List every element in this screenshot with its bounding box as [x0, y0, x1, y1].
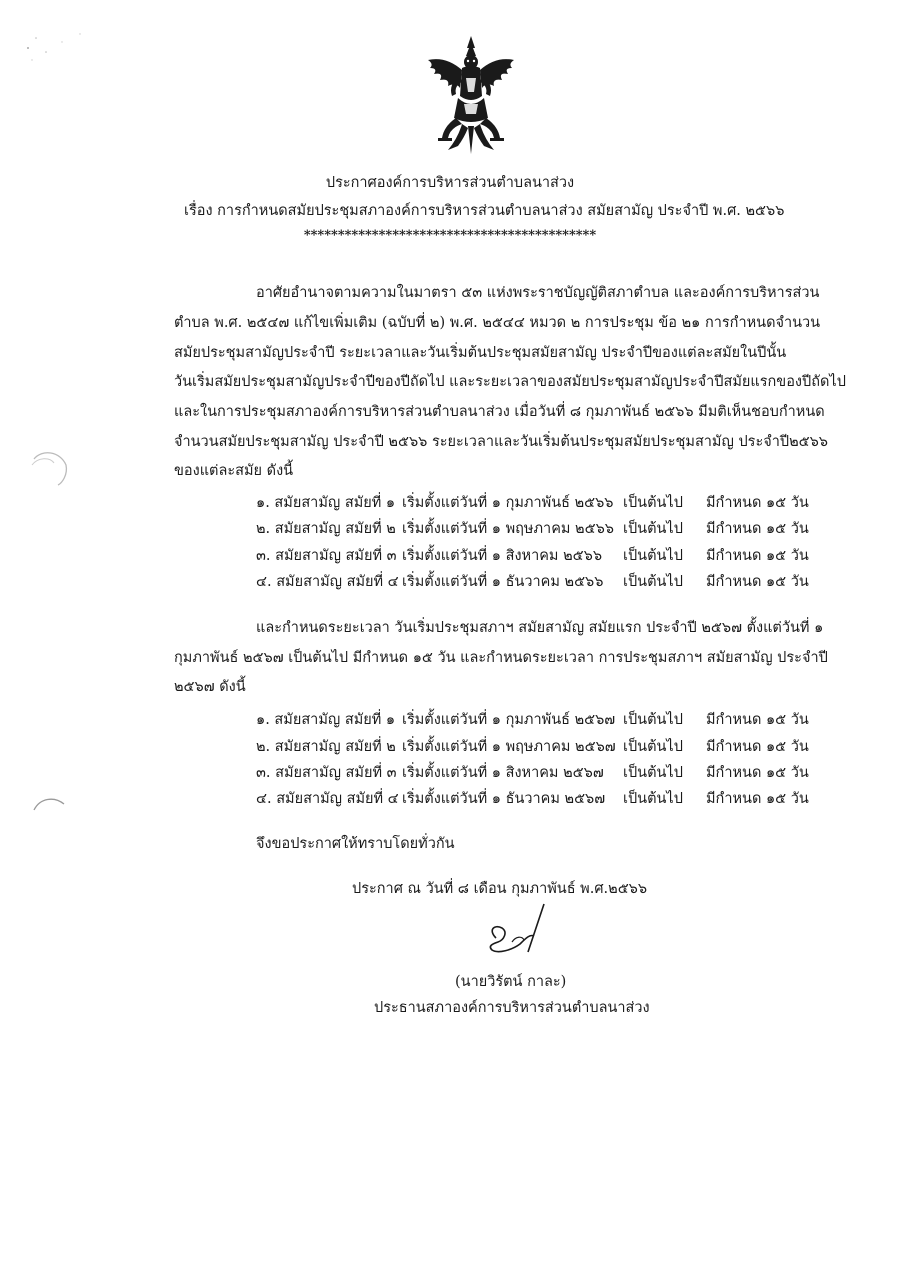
schedule1-row: [256, 546, 816, 566]
session-label: ๒. สมัยสามัญ สมัยที่ ๒: [256, 739, 396, 755]
para1-line-2: ตำบล พ.ศ. ๒๕๔๗ แก้ไขเพิ่มเติม (ฉบับที่ ๒) พ.ศ. ๒๕๔๔ หมวด ๒ การประชุม ข้อ ๒๑ การกำหนดจำนวน: [174, 315, 821, 331]
onward-text: เป็นต้นไป: [623, 521, 683, 537]
para2-line-3: ๒๕๖๗ ดังนี้: [174, 679, 246, 695]
start-date: เริ่มตั้งแต่วันที่ ๑ สิงหาคม ๒๕๖๖: [402, 548, 603, 564]
para1-line-7: ของแต่ละสมัย ดังนี้: [174, 463, 294, 479]
session-label: ๓. สมัยสามัญ สมัยที่ ๓: [256, 765, 397, 781]
para1-line-3: สมัยประชุมสามัญประจำปี ระยะเวลาและวันเริ่มต้นประชุมสมัยสามัญ ประจำปีของแต่ละสมัยในปีนั้น: [174, 345, 787, 361]
punch-hole-mark-bottom: [30, 790, 70, 820]
signatory-title: ประธานสภาองค์การบริหารส่วนตำบลนาส่วง: [374, 1000, 650, 1016]
duration: มีกำหนด ๑๕ วัน: [706, 791, 809, 807]
handwritten-signature: [482, 900, 552, 960]
schedule1-row: [256, 572, 816, 592]
onward-text: เป็นต้นไป: [623, 495, 683, 511]
schedule2-row: [256, 763, 816, 783]
start-date: เริ่มตั้งแต่วันที่ ๑ กุมภาพันธ์ ๒๕๖๗: [402, 712, 616, 728]
start-date: เริ่มตั้งแต่วันที่ ๑ ธันวาคม ๒๕๖๖: [402, 574, 604, 590]
onward-text: เป็นต้นไป: [623, 548, 683, 564]
schedule2-row: [256, 710, 816, 730]
schedule2-row: [256, 737, 816, 757]
schedule1-row: [256, 493, 816, 513]
schedule2-row: [256, 789, 816, 809]
session-label: ๑. สมัยสามัญ สมัยที่ ๑: [256, 712, 396, 728]
session-label: ๒. สมัยสามัญ สมัยที่ ๒: [256, 521, 396, 537]
para1-line-5: และในการประชุมสภาองค์การบริหารส่วนตำบลนาส่วง เมื่อวันที่ ๘ กุมภาพันธ์ ๒๕๖๖ มีมติเห็นชอบกำหนด: [174, 404, 825, 420]
onward-text: เป็นต้นไป: [623, 791, 683, 807]
garuda-emblem-icon: [418, 34, 524, 156]
para2-line-2: กุมภาพันธ์ ๒๕๖๗ เป็นต้นไป มีกำหนด ๑๕ วัน และกำหนดระยะเวลา การประชุมสภาฯ สมัยสามัญ ประจำปี: [174, 650, 828, 666]
start-date: เริ่มตั้งแต่วันที่ ๑ สิงหาคม ๒๕๖๗: [402, 765, 604, 781]
duration: มีกำหนด ๑๕ วัน: [706, 765, 809, 781]
scan-dust-mark: [22, 28, 92, 68]
announce-date: ประกาศ ณ วันที่ ๘ เดือน กุมภาพันธ์ พ.ศ.๒๕๖๖: [352, 881, 648, 897]
duration: มีกำหนด ๑๕ วัน: [706, 548, 809, 564]
duration: มีกำหนด ๑๕ วัน: [706, 712, 809, 728]
start-date: เริ่มตั้งแต่วันที่ ๑ พฤษภาคม ๒๕๖๗: [402, 739, 616, 755]
onward-text: เป็นต้นไป: [623, 712, 683, 728]
org-title: ประกาศองค์การบริหารส่วนตำบลนาส่วง: [325, 175, 575, 191]
para1-line-1: อาศัยอำนาจตามความในมาตรา ๕๓ แห่งพระราชบัญญัติสภาตำบล และองค์การบริหารส่วน: [256, 285, 820, 301]
onward-text: เป็นต้นไป: [623, 574, 683, 590]
onward-text: เป็นต้นไป: [623, 765, 683, 781]
duration: มีกำหนด ๑๕ วัน: [706, 495, 809, 511]
start-date: เริ่มตั้งแต่วันที่ ๑ กุมภาพันธ์ ๒๕๖๖: [402, 495, 614, 511]
punch-hole-mark-top: [28, 445, 73, 490]
duration: มีกำหนด ๑๕ วัน: [706, 574, 809, 590]
start-date: เริ่มตั้งแต่วันที่ ๑ พฤษภาคม ๒๕๖๖: [402, 521, 614, 537]
para1-line-6: จำนวนสมัยประชุมสามัญ ประจำปี ๒๕๖๖ ระยะเวลาและวันเริ่มต้นประชุมสมัยประชุมสามัญ ประจำปี๒๕๖๖: [174, 434, 829, 450]
para1-line-4: วันเริ่มสมัยประชุมสามัญประจำปีของปีถัดไป และระยะเวลาของสมัยประชุมสามัญประจำปีสมัยแรกของปีถัดไป: [174, 374, 846, 390]
start-date: เริ่มตั้งแต่วันที่ ๑ ธันวาคม ๒๕๖๗: [402, 791, 606, 807]
closing-line: จึงขอประกาศให้ทราบโดยทั่วกัน: [256, 836, 455, 852]
duration: มีกำหนด ๑๕ วัน: [706, 521, 809, 537]
schedule1-row: [256, 519, 816, 539]
para2-line-1: และกำหนดระยะเวลา วันเริ่มประชุมสภาฯ สมัยสามัญ สมัยแรก ประจำปี ๒๕๖๗ ตั้งแต่วันที่ ๑: [256, 620, 824, 636]
subject-line: เรื่อง การกำหนดสมัยประชุมสภาองค์การบริหารส่วนตำบลนาส่วง สมัยสามัญ ประจำปี พ.ศ. ๒๕๖๖: [184, 203, 785, 219]
onward-text: เป็นต้นไป: [623, 739, 683, 755]
session-label: ๔. สมัยสามัญ สมัยที่ ๔: [256, 574, 399, 590]
session-label: ๓. สมัยสามัญ สมัยที่ ๓: [256, 548, 397, 564]
session-label: ๑. สมัยสามัญ สมัยที่ ๑: [256, 495, 396, 511]
divider-stars: *******************************************: [303, 228, 597, 243]
session-label: ๔. สมัยสามัญ สมัยที่ ๔: [256, 791, 399, 807]
signatory-name: (นายวิรัตน์ กาละ): [455, 974, 567, 990]
duration: มีกำหนด ๑๕ วัน: [706, 739, 809, 755]
